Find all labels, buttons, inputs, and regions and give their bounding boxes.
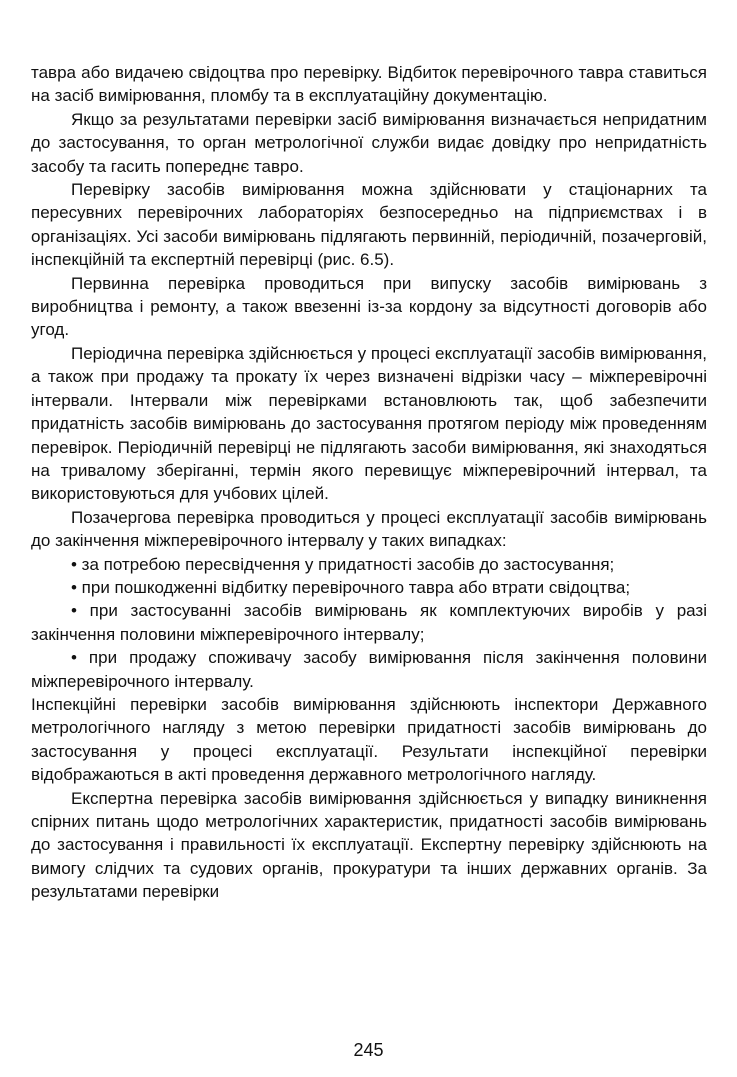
page-text: [31, 61, 707, 904]
paragraph-7: Інспекційні перевірки засобів вимірювання здійснюють інспектори Державного метрологічного нагляду з метою перевірки придатності засобів вимірювань до застосування у процесі експлуатації. Результати інспекційної перевірки відображаються в акті проведення державного метрологічного нагляду.: [31, 694, 707, 785]
paragraph-1: тавра або видачею свідоцтва про перевірку. Відбиток перевірочного тавра ставиться на засіб вимірювання, пломбу та в експлуатаційну документацію.: [31, 63, 707, 106]
paragraph-2: Якщо за результатами перевірки засіб вимірювання визначається непридатним до застосування, то орган метрологічної служби видає довідку про непридатність засобу та гасить попереднє тавро.: [31, 109, 707, 176]
paragraph-3: Перевірку засобів вимірювання можна здійснювати у стаціонарних та пересувних перевірочних лабораторіях безпосередньо на підприємствах і в організаціях. Усі засоби вимірювань підлягають первинній, періодичній, позачерговій, інспекційній та експертній перевірці (рис. 6.5).: [31, 180, 707, 270]
paragraph-6: Позачергова перевірка проводиться у процесі експлуатації засобів вимірювань до закінчення міжперевірочного інтервалу у таких випадках:: [31, 507, 707, 551]
paragraph-8: Експертна перевірка засобів вимірювання здійснюється у випадку виникнення спірних питань щодо метрологічних характеристик, придатності засобів вимірювань до застосування і правильності їх експлуатації. Експертну перевірку здійснюють на вимогу слідчих та судових органів, прокуратури та інших державних органів. За результатами перевірки: [31, 788, 707, 902]
list-item-1: • за потребою пересвідчення у придатності засобів до застосування;: [71, 554, 615, 574]
paragraph-5: Періодична перевірка здійснюється у процесі експлуатації засобів вимірювання, а також при продажу та прокату їх через визначені відрізки часу – міжперевірочні інтервали. Інтервали між перевірками встановлюють так, щоб забезпечити придатність засобів вимірювань до застосування протягом періоду між проведенням перевірок. Періодичній перевірці не підлягають засоби вимірювання, які знаходяться на тривалому зберіганні, термін якого перевищує міжперевірочний інтервал, та використовуються для учбових цілей.: [31, 343, 707, 504]
list-item-3: • при застосуванні засобів вимірювань як комплектуючих виробів у разі закінчення половини міжперевірочного інтервалу;: [31, 601, 707, 644]
page-number: 245: [353, 1040, 384, 1060]
list-item-2: • при пошкодженні відбитку перевірочного тавра або втрати свідоцтва;: [71, 577, 631, 597]
list-item-4: • при продажу споживачу засобу вимірювання після закінчення половини міжперевірочного інтервалу.: [31, 648, 707, 691]
paragraph-4: Первинна перевірка проводиться при випуску засобів вимірювань з виробництва і ремонту, а також ввезенні із-за кордону за відсутності договорів або угод.: [31, 273, 707, 340]
